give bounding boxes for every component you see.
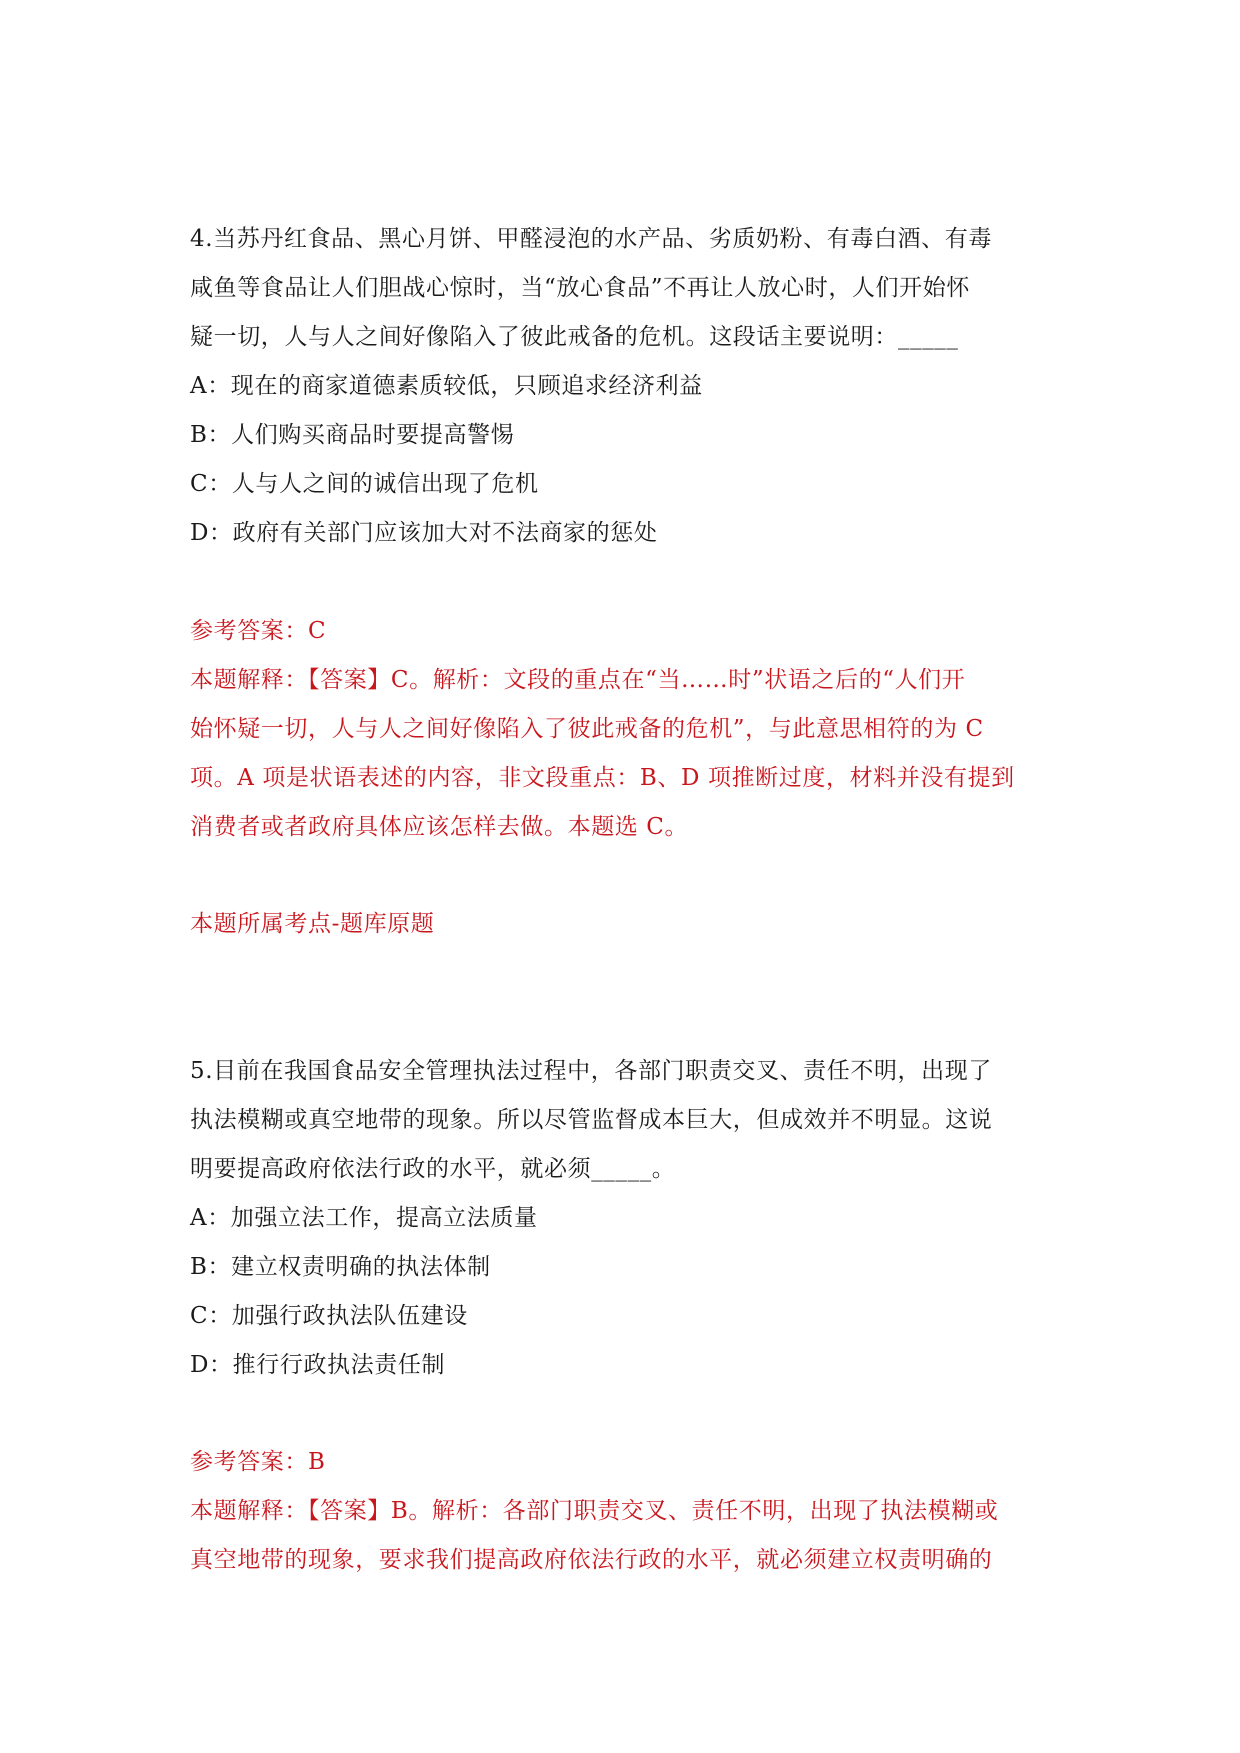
question-5-option-b: B：建立权责明确的执法体制 [190,1254,491,1280]
question-4-answer-section [190,607,1050,852]
question-4-option-c: C：人与人之间的诚信出现了危机 [190,471,539,497]
question-5-explanation-line-1: 本题解释：【答案】B。解析：各部门职责交叉、责任不明，出现了执法模糊或 [190,1498,999,1524]
question-5 [190,1047,1050,1390]
question-4-explanation-line-3: 项。A 项是状语表述的内容，非文段重点：B、D 项推断过度，材料并没有提到 [190,765,1015,791]
question-5-stem-line-2: 执法模糊或真空地带的现象。所以尽管监督成本巨大，但成效并不明显。这说 [190,1107,993,1133]
question-4-topic-section [190,900,1050,949]
question-4-stem-line-2: 咸鱼等食品让人们胆战心惊时，当“放心食品”不再让人放心时，人们开始怀 [190,275,970,301]
question-4-stem-line-3: 疑一切，人与人之间好像陷入了彼此戒备的危机。这段话主要说明：_____ [190,324,959,350]
question-4-stem-line-1: 4.当苏丹红食品、黑心月饼、甲醛浸泡的水产品、劣质奶粉、有毒白酒、有毒 [190,226,992,252]
question-5-stem-line-1: 5.目前在我国食品安全管理执法过程中，各部门职责交叉、责任不明，出现了 [190,1058,992,1084]
question-5-option-d: D：推行行政执法责任制 [190,1352,446,1378]
question-4-explanation-line-4: 消费者或者政府具体应该怎样去做。本题选 C。 [190,814,689,840]
question-4-explanation-line-2: 始怀疑一切，人与人之间好像陷入了彼此戒备的危机”，与此意思相符的为 C [190,716,984,742]
question-4 [190,215,1050,558]
question-5-option-c: C：加强行政执法队伍建设 [190,1303,468,1329]
question-5-option-a: A：加强立法工作，提高立法质量 [190,1205,538,1231]
question-4-option-b: B：人们购买商品时要提高警惕 [190,422,515,448]
question-4-explanation-line-1: 本题解释：【答案】C。解析：文段的重点在“当……时”状语之后的“人们开 [190,667,966,693]
question-4-option-a: A：现在的商家道德素质较低，只顾追求经济利益 [190,373,703,399]
question-4-answer: 参考答案：C [190,618,327,644]
question-5-answer-section [190,1438,1050,1585]
question-4-option-d: D：政府有关部门应该加大对不法商家的惩处 [190,520,658,546]
question-4-topic: 本题所属考点-题库原题 [190,911,435,937]
question-5-answer: 参考答案：B [190,1449,326,1475]
question-5-explanation-line-2: 真空地带的现象，要求我们提高政府依法行政的水平，就必须建立权责明确的 [190,1547,993,1573]
question-5-stem-line-3: 明要提高政府依法行政的水平，就必须_____。 [190,1156,676,1182]
